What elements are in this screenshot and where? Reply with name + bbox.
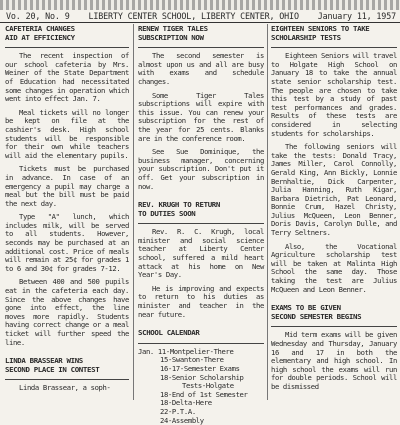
scholarship-paragraph: Eighteen Seniors will travel to Holgate High School on January 18 to take the annual state senior scholarship test. The people are chosen to take this test by a study of past test performances and grades. Results of these tests are considered in selecting students for scholarships. <box>271 51 397 138</box>
exams-headline: EXAMS TO BE GIVEN SECOND SEMESTER BEGINS <box>271 303 362 321</box>
dateline <box>6 11 396 21</box>
volume-number: Vo. 20, No. 9 <box>6 11 70 21</box>
calendar-item: Jan. 11-Montpelier-There <box>138 346 234 356</box>
krugh-paragraph: He is improving and expects to return to his duties as minister and teacher in the near future. <box>138 283 264 319</box>
brassear-paragraph: Linda Brassear, a soph- <box>19 383 111 393</box>
headline-rule <box>138 47 264 48</box>
cafeteria-paragraph: Tickets must be purchased in advance. In case of an emergency a pupil may charge a meal but the bill must be paid the next day. <box>5 164 129 208</box>
calendar-item: 18-End of 1st Semester <box>160 389 248 399</box>
scholarship-paragraph: The following seniors will take the tests: Donald Tracy, James Miller, Carol Connolly, Gerald King, Ann Bickly, Lonnie Bernhaltie, Dick Carpenter, Julia Hanning, Ruth Kigar, Barbara Dietrich, Pat Leonard, Bonnie Crum, Hazel Christy, Julius McQueen, Leon Benner, Doris Davis, Carolyn Dulle, and Terry Seltners. <box>271 142 397 238</box>
brassear-headline: LINDA BRASSEAR WINS SECOND PLACE IN CONTEST <box>5 356 100 374</box>
calendar-item: 18-Delta-Here <box>160 398 212 408</box>
scholarship-headline: EIGHTEEN SENIORS TO TAKE SCHOLARSHIP TESTS <box>271 24 370 42</box>
column-middle <box>138 24 264 425</box>
subscription-headline: RENEW TIGER TALES SUBSCRIPTION NOW <box>138 24 208 42</box>
masthead-banner <box>0 0 400 10</box>
headline-rule <box>5 47 129 48</box>
scholarship-paragraph: Also, the Vocational Agriculture scholarship test will be taken at Malinta High School the same day. Those taking the test are Julius McQueen and Leon Benner. <box>271 241 397 294</box>
column-divider <box>267 24 268 400</box>
column-left <box>5 25 129 400</box>
calendar-list <box>138 348 264 425</box>
issue-date: January 11, 1957 <box>317 11 396 21</box>
calendar-item: Tests-Holgate <box>182 381 234 391</box>
cafeteria-paragraph: Between 400 and 500 pupils eat in the cafeteria each day. Since the above changes have gone into effect, the line moves more rapidly. Students having correct change or a meal ticket will further speed the line. <box>5 277 129 347</box>
school-name: LIBERTY CENTER SCHOOL, LIBERTY CENTER, OHIO <box>88 11 299 21</box>
cafeteria-paragraph: Type "A" lunch, which includes milk, will be served to all students. However, seconds may be purchased at an additional cost. Price of meals will remain at 25¢ for grades 1 to 6 and 30¢ for grades 7-12. <box>5 212 129 273</box>
subscription-paragraph: The second semester is almost upon us and all are busy with exams and schedule changes. <box>138 51 264 86</box>
headline-rule <box>271 326 397 327</box>
calendar-item: 22-P.T.A. <box>160 406 196 416</box>
headline-rule <box>138 343 264 344</box>
subscription-paragraph: See Sue Dominique, the business manager, concerning your subscription. Don't put it off. Get your subscription in now. <box>138 147 264 191</box>
calendar-item: 24-Assembly <box>160 415 204 425</box>
calendar-item: 15-Swanton-There <box>160 355 224 365</box>
headline-rule <box>138 223 264 224</box>
krugh-paragraph: Rev. R. C. Krugh, local minister and social science teacher at Liberty Center school, suffered a mild heart attack at his home on New Year's Day. <box>138 227 264 280</box>
calendar-headline: SCHOOL CALENDAR <box>138 328 200 338</box>
exams-paragraph: Mid term exams will be given Wednesday and Thursday, January 16 and 17 in both the elementary and high school. In high school the exams will run for double periods. School will be dismissed <box>271 330 397 391</box>
headline-rule <box>271 47 397 48</box>
cafeteria-headline: CAFETERIA CHANGES AID AT EFFICIENCY <box>5 24 75 42</box>
cafeteria-paragraph: The recent inspection of our school cafeteria by Mrs. Weiner of the State Department of Education had necessitated some changes in operation which went into effect Jan. 7. <box>5 51 129 104</box>
subscription-paragraph: Some Tiger Tales subscriptions will expire with this issue. You can renew your subscription for the rest of the year for 25 cents. Blanks are in the conference room. <box>138 90 264 143</box>
column-divider <box>133 24 134 400</box>
column-right <box>271 25 397 400</box>
headline-rule <box>5 379 129 380</box>
krugh-headline: REV. KRUGH TO RETURN TO DUTIES SOON <box>138 200 220 218</box>
calendar-item: 18-Senior Scholarship <box>160 372 244 382</box>
masthead-rule <box>0 22 400 23</box>
cafeteria-paragraph: Meal tickets will no longer be kept on file at the cashier's desk. High school students will be responsible for their own while teachers will aid the elementary pupils. <box>5 107 129 160</box>
calendar-item: 16-17-Semester Exams <box>160 364 240 373</box>
